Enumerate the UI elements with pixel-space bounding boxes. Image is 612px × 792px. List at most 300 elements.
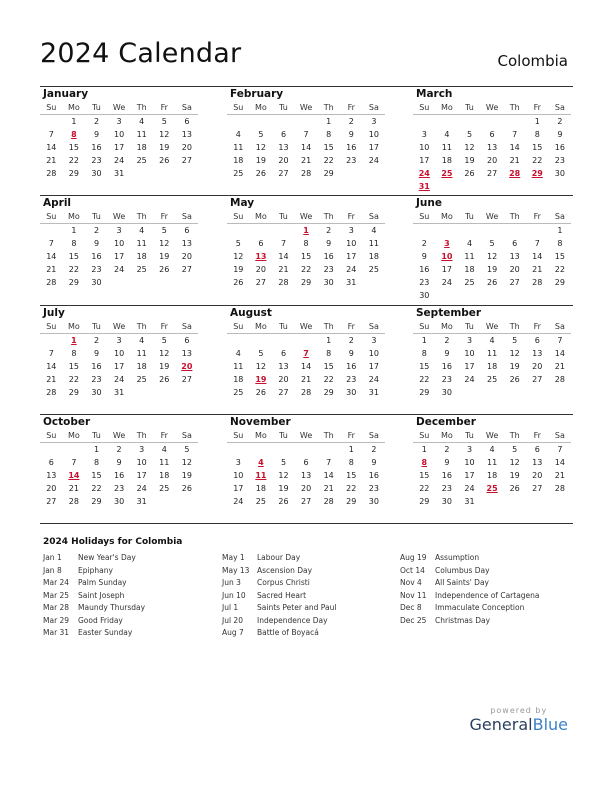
- day: 28: [46, 169, 57, 178]
- day: 10: [368, 349, 379, 358]
- day: 7: [326, 458, 332, 467]
- day: 20: [46, 484, 57, 493]
- day: 1: [326, 117, 332, 126]
- empty-day: [481, 224, 504, 237]
- weekday-header: Sa: [549, 101, 572, 115]
- holiday-date: Jul 20: [222, 615, 243, 625]
- day: 21: [300, 375, 312, 384]
- day: 18: [486, 362, 498, 371]
- divider: [40, 523, 573, 524]
- holiday-date: Dec 25: [400, 615, 427, 625]
- day: 30: [113, 497, 125, 506]
- day: 9: [348, 349, 354, 358]
- generalblue-logo: [470, 706, 568, 734]
- day: 5: [235, 239, 241, 248]
- day: 10: [113, 239, 125, 248]
- day: 10: [346, 239, 357, 248]
- month-grid: [413, 429, 571, 508]
- empty-day: [250, 334, 273, 347]
- day: 26: [509, 484, 520, 493]
- day: 15: [419, 471, 430, 480]
- day: 27: [300, 497, 312, 506]
- day: 4: [489, 336, 495, 345]
- holiday-name: Saint Joseph: [78, 590, 125, 600]
- day: 29: [323, 169, 334, 178]
- day: 11: [233, 143, 244, 152]
- day: 19: [509, 362, 520, 371]
- day: 24: [441, 278, 452, 287]
- day: 7: [280, 239, 287, 248]
- day: 17: [464, 471, 475, 480]
- day: 13: [486, 143, 498, 152]
- day: 9: [557, 130, 563, 139]
- month-name: June: [416, 197, 442, 209]
- holiday-name: Christmas Day: [435, 615, 491, 625]
- day: 19: [181, 471, 192, 480]
- empty-day: [227, 443, 250, 456]
- day: 25: [159, 484, 170, 493]
- day: 29: [68, 278, 79, 287]
- weekday-header: Mo: [250, 101, 273, 115]
- holiday-day: 24: [418, 169, 430, 178]
- day: 10: [464, 349, 475, 358]
- day: 30: [91, 278, 102, 287]
- empty-day: [227, 334, 250, 347]
- holiday-name: Saints Peter and Paul: [257, 603, 337, 612]
- day: 17: [368, 143, 379, 152]
- month-name: March: [416, 88, 453, 100]
- day: 17: [113, 143, 125, 152]
- weekday-header: Fr: [153, 429, 176, 443]
- weekday-header: Sa: [549, 210, 572, 224]
- weekday-header: We: [295, 429, 318, 443]
- day: 12: [181, 458, 192, 467]
- holiday-name: Easter Sunday: [78, 628, 133, 637]
- day: 19: [159, 143, 170, 152]
- holiday-item: [43, 590, 145, 603]
- day: 6: [184, 226, 190, 235]
- day: 5: [466, 130, 473, 139]
- holiday-day: 10: [441, 252, 453, 261]
- day: 15: [91, 471, 102, 480]
- day: 12: [255, 362, 266, 371]
- holiday-item: [43, 565, 145, 578]
- day: 21: [278, 265, 289, 274]
- month-grid: [413, 210, 571, 302]
- holiday-date: Nov 11: [400, 590, 427, 600]
- day: 11: [233, 362, 244, 371]
- day: 7: [512, 130, 518, 139]
- weekday-header: We: [108, 320, 131, 334]
- weekday-header: Sa: [176, 210, 199, 224]
- day: 9: [371, 458, 377, 467]
- day: 13: [181, 130, 192, 139]
- day: 14: [300, 362, 312, 371]
- empty-day: [295, 334, 318, 347]
- day: 13: [509, 252, 520, 261]
- day: 26: [464, 169, 475, 178]
- day: 15: [532, 143, 543, 152]
- day: 11: [486, 349, 498, 358]
- weekday-header: Tu: [458, 320, 481, 334]
- day: 20: [509, 265, 520, 274]
- day: 15: [554, 252, 565, 261]
- holiday-item: [43, 602, 145, 615]
- day: 16: [346, 362, 357, 371]
- day: 12: [159, 130, 170, 139]
- day: 8: [557, 239, 563, 248]
- empty-day: [40, 224, 63, 237]
- holiday-name: Sacred Heart: [257, 590, 307, 600]
- day: 14: [46, 143, 57, 152]
- month-april: [40, 197, 198, 289]
- day: 19: [159, 362, 170, 371]
- day: 25: [233, 388, 244, 397]
- day: 17: [346, 252, 357, 261]
- day: 15: [419, 362, 430, 371]
- day: 3: [371, 336, 377, 345]
- weekday-header: Th: [130, 320, 153, 334]
- day: 30: [323, 278, 334, 287]
- day: 2: [557, 117, 563, 126]
- weekday-header: Su: [40, 101, 63, 115]
- day: 25: [486, 375, 498, 384]
- holiday-item: [222, 565, 336, 578]
- day: 10: [136, 458, 147, 467]
- holidays-title: 2024 Holidays for Colombia: [43, 537, 183, 547]
- day: 16: [346, 143, 357, 152]
- holiday-day: 19: [255, 375, 267, 384]
- day: 24: [464, 375, 475, 384]
- day: 26: [233, 278, 244, 287]
- weekday-header: Fr: [526, 429, 549, 443]
- day: 3: [116, 336, 122, 345]
- day: 18: [255, 484, 266, 493]
- day: 20: [255, 265, 266, 274]
- day: 8: [326, 130, 332, 139]
- day: 26: [181, 484, 192, 493]
- day: 28: [46, 278, 57, 287]
- holiday-day: 29: [531, 169, 543, 178]
- day: 21: [46, 156, 57, 165]
- holiday-date: Mar 29: [43, 615, 70, 625]
- day: 23: [441, 375, 452, 384]
- day: 15: [323, 362, 334, 371]
- empty-day: [436, 115, 459, 128]
- holiday-day: 28: [509, 169, 521, 178]
- day: 13: [181, 239, 192, 248]
- holiday-item: [222, 627, 336, 640]
- weekday-header: Mo: [63, 101, 86, 115]
- holiday-date: Jul 1: [222, 603, 239, 612]
- day: 17: [113, 362, 125, 371]
- day: 26: [486, 278, 498, 287]
- day: 6: [280, 349, 287, 358]
- weekday-header: Th: [503, 320, 526, 334]
- day: 6: [184, 336, 190, 345]
- day: 2: [444, 445, 450, 454]
- day: 3: [466, 336, 473, 345]
- month-name: October: [43, 416, 91, 428]
- weekday-header: Mo: [63, 210, 86, 224]
- day: 25: [233, 169, 244, 178]
- weekday-header: Th: [317, 429, 340, 443]
- weekday-header: Sa: [176, 101, 199, 115]
- day: 8: [421, 349, 427, 358]
- empty-day: [295, 115, 318, 128]
- day: 24: [113, 156, 125, 165]
- day: 22: [532, 156, 543, 165]
- weekday-header: Mo: [250, 429, 273, 443]
- day: 30: [368, 497, 379, 506]
- day: 10: [233, 471, 244, 480]
- day: 22: [68, 375, 79, 384]
- month-name: December: [416, 416, 476, 428]
- holiday-date: May 13: [222, 565, 250, 575]
- holiday-date: Dec 8: [400, 603, 422, 612]
- weekday-header: Th: [503, 101, 526, 115]
- empty-day: [40, 115, 63, 128]
- day: 10: [113, 130, 125, 139]
- weekday-header: Tu: [85, 210, 108, 224]
- month-october: [40, 416, 198, 508]
- day: 16: [91, 252, 102, 261]
- empty-day: [63, 443, 86, 456]
- empty-day: [272, 334, 295, 347]
- empty-day: [250, 224, 273, 237]
- day: 28: [46, 388, 57, 397]
- day: 29: [419, 388, 430, 397]
- month-march: [413, 88, 571, 193]
- day: 4: [489, 445, 495, 454]
- holiday-date: Mar 31: [43, 628, 70, 637]
- day: 13: [278, 362, 289, 371]
- day: 28: [532, 278, 543, 287]
- weekday-header: We: [295, 101, 318, 115]
- weekday-header: Sa: [549, 429, 572, 443]
- weekday-header: Mo: [436, 429, 459, 443]
- weekday-header: Su: [227, 210, 250, 224]
- day: 4: [139, 117, 145, 126]
- month-grid: [413, 320, 571, 399]
- holiday-item: [400, 577, 540, 590]
- day: 23: [346, 156, 357, 165]
- day: 19: [255, 156, 266, 165]
- empty-day: [250, 443, 273, 456]
- weekday-header: Fr: [526, 320, 549, 334]
- day: 15: [68, 143, 79, 152]
- day: 22: [554, 265, 565, 274]
- day: 17: [136, 471, 147, 480]
- holiday-day: 13: [255, 252, 267, 261]
- day: 4: [139, 226, 145, 235]
- day: 18: [464, 265, 475, 274]
- holiday-name: Palm Sunday: [78, 578, 127, 587]
- day: 31: [464, 497, 475, 506]
- day: 1: [557, 226, 563, 235]
- holiday-date: Mar 24: [43, 578, 70, 587]
- day: 18: [233, 375, 244, 384]
- day: 21: [300, 156, 312, 165]
- holiday-item: [222, 577, 336, 590]
- day: 7: [48, 239, 54, 248]
- country-name: Colombia: [497, 52, 568, 70]
- holiday-day: 31: [418, 182, 430, 191]
- weekday-header: Sa: [549, 320, 572, 334]
- weekday-header: Su: [413, 210, 436, 224]
- day: 5: [258, 130, 264, 139]
- weekday-header: Th: [317, 210, 340, 224]
- day: 24: [346, 265, 357, 274]
- day: 15: [346, 471, 357, 480]
- month-grid: [40, 210, 198, 289]
- day: 14: [554, 458, 565, 467]
- holiday-name: Independence of Cartagena: [435, 590, 540, 600]
- day: 14: [509, 143, 520, 152]
- day: 4: [235, 349, 241, 358]
- holiday-date: Oct 14: [400, 565, 425, 575]
- day: 27: [255, 278, 266, 287]
- day: 18: [486, 471, 498, 480]
- empty-day: [413, 224, 436, 237]
- day: 6: [258, 239, 264, 248]
- day: 7: [557, 336, 563, 345]
- holiday-name: Columbus Day: [435, 565, 490, 575]
- weekday-header: Sa: [363, 210, 386, 224]
- holiday-day: 3: [444, 239, 450, 248]
- day: 10: [419, 143, 430, 152]
- day: 13: [300, 471, 312, 480]
- weekday-header: Tu: [85, 320, 108, 334]
- day: 12: [486, 252, 498, 261]
- day: 5: [512, 445, 518, 454]
- holiday-day: 1: [303, 226, 309, 235]
- day: 6: [303, 458, 309, 467]
- day: 24: [113, 265, 125, 274]
- holiday-day: 20: [181, 362, 193, 371]
- day: 6: [184, 117, 190, 126]
- holiday-date: Jun 10: [222, 590, 246, 600]
- divider: [40, 86, 573, 87]
- weekday-header: Mo: [436, 320, 459, 334]
- holiday-item: [400, 590, 540, 603]
- day: 20: [486, 156, 498, 165]
- day: 31: [136, 497, 147, 506]
- day: 9: [444, 349, 450, 358]
- day: 25: [464, 278, 475, 287]
- month-name: July: [43, 307, 65, 319]
- day: 18: [159, 471, 170, 480]
- day: 7: [48, 130, 54, 139]
- divider: [40, 414, 573, 415]
- day: 23: [346, 375, 357, 384]
- day: 3: [235, 458, 241, 467]
- day: 17: [233, 484, 244, 493]
- day: 7: [557, 445, 563, 454]
- weekday-header: We: [481, 320, 504, 334]
- day: 12: [509, 458, 520, 467]
- day: 9: [116, 458, 122, 467]
- day: 27: [509, 278, 520, 287]
- day: 15: [323, 143, 334, 152]
- day: 11: [368, 239, 379, 248]
- day: 23: [91, 265, 102, 274]
- holiday-column: [222, 552, 336, 640]
- day: 29: [346, 497, 357, 506]
- month-name: February: [230, 88, 284, 100]
- day: 26: [255, 169, 266, 178]
- weekday-header: We: [295, 210, 318, 224]
- day: 9: [93, 239, 100, 248]
- day: 31: [346, 278, 357, 287]
- holiday-date: Mar 28: [43, 603, 70, 612]
- day: 19: [509, 471, 520, 480]
- holiday-date: Mar 25: [43, 590, 70, 600]
- holiday-item: [222, 615, 336, 628]
- weekday-header: Su: [40, 429, 63, 443]
- day: 30: [346, 388, 357, 397]
- empty-day: [503, 115, 526, 128]
- holiday-day: 4: [258, 458, 264, 467]
- month-november: [227, 416, 385, 508]
- day: 22: [323, 156, 334, 165]
- day: 24: [233, 497, 244, 506]
- holiday-day: 8: [71, 130, 77, 139]
- day: 17: [441, 265, 452, 274]
- weekday-header: Fr: [153, 210, 176, 224]
- empty-day: [317, 443, 340, 456]
- day: 10: [464, 458, 475, 467]
- day: 28: [278, 278, 289, 287]
- month-name: January: [43, 88, 89, 100]
- day: 19: [486, 265, 498, 274]
- holiday-day: 1: [71, 336, 77, 345]
- day: 23: [91, 375, 102, 384]
- month-grid: [227, 320, 385, 399]
- holiday-item: [400, 615, 540, 628]
- holiday-name: Good Friday: [78, 615, 123, 625]
- day: 16: [441, 362, 452, 371]
- holiday-item: [43, 577, 145, 590]
- holiday-name: Immaculate Conception: [435, 603, 525, 612]
- day: 18: [136, 143, 147, 152]
- holiday-item: [222, 590, 336, 603]
- day: 2: [348, 336, 354, 345]
- day: 1: [71, 117, 77, 126]
- day: 18: [136, 252, 147, 261]
- empty-day: [503, 224, 526, 237]
- day: 1: [421, 336, 427, 345]
- day: 21: [554, 362, 565, 371]
- day: 31: [113, 388, 125, 397]
- day: 29: [419, 497, 430, 506]
- day: 21: [323, 484, 334, 493]
- weekday-header: We: [481, 429, 504, 443]
- day: 9: [444, 458, 450, 467]
- weekday-header: Sa: [176, 320, 199, 334]
- day: 4: [161, 445, 167, 454]
- empty-day: [272, 115, 295, 128]
- month-grid: [40, 101, 198, 180]
- day: 17: [113, 252, 125, 261]
- holiday-name: All Saints' Day: [435, 578, 489, 587]
- day: 20: [532, 471, 543, 480]
- day: 17: [419, 156, 430, 165]
- day: 8: [71, 239, 77, 248]
- weekday-header: Su: [413, 320, 436, 334]
- weekday-header: Fr: [526, 210, 549, 224]
- month-name: September: [416, 307, 482, 319]
